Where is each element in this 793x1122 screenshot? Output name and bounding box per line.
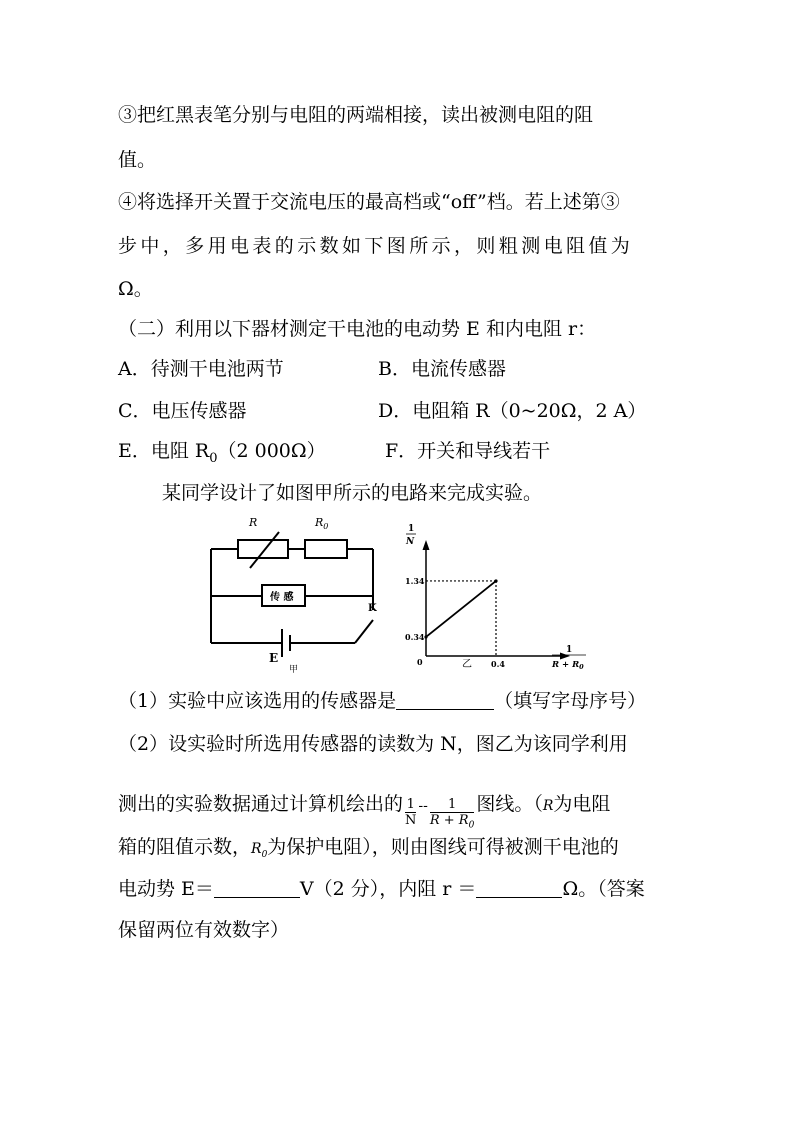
rheostat-r xyxy=(238,540,288,558)
question-1-hint: （填写字母序号） xyxy=(494,690,647,712)
question-1 xyxy=(118,688,646,714)
graph-x-label-num: 1 xyxy=(566,645,573,655)
equipment-f: F．开关和导线若干 xyxy=(385,440,551,462)
answer-blank-resistance[interactable] xyxy=(476,877,562,898)
design-sentence: 某同学设计了如图甲所示的电路来完成实验。 xyxy=(162,482,543,504)
circuit-label-r0: $R_0$ xyxy=(315,516,329,531)
graph-y-arrow xyxy=(423,540,430,550)
switch-k xyxy=(355,620,373,643)
circuit-label-k: K xyxy=(368,603,377,614)
question-2-line1: （2）设实验时所选用传感器的读数为 N，图乙为该同学利用 xyxy=(118,733,628,755)
answer-blank-emf[interactable] xyxy=(214,877,300,898)
symbol-r: R xyxy=(542,798,554,814)
fraction-1-over-r-r0 xyxy=(430,797,474,834)
equipment-e-suffix: （2 000Ω） xyxy=(217,440,326,462)
rheostat-arrow xyxy=(250,532,279,568)
fraction-2-denominator: $R + R_0$ xyxy=(430,812,474,834)
equipment-d: D．电阻箱 R（0~20Ω，2 A） xyxy=(378,400,647,422)
graph-point-start xyxy=(424,635,427,638)
question-1-text: （1）实验中应该选用的传感器是 xyxy=(118,690,397,712)
graph-origin-label: 0 xyxy=(417,657,423,667)
equipment-e-subscript: 0 xyxy=(209,450,218,466)
step4-line1: ④将选择开关置于交流电压的最高档或“off”档。若上述第③ xyxy=(118,191,620,213)
graph-tick-y-low: 0.34 xyxy=(405,631,425,642)
graph-y-label-den: N xyxy=(406,537,415,547)
fraction-1-over-n xyxy=(405,797,416,828)
fraction-1-numerator: 1 xyxy=(406,797,415,812)
equipment-e-prefix: E．电阻 R xyxy=(118,440,210,462)
graph-y-label-num: 1 xyxy=(408,524,415,534)
graph-x-label-den: $R + R_0$ xyxy=(552,660,584,671)
question-2-line5: 保留两位有效数字） xyxy=(118,919,290,941)
circuit-label-e: E xyxy=(269,651,279,665)
circuit-label-r: R xyxy=(249,516,258,529)
fraction-2-numerator: 1 xyxy=(447,797,457,812)
graph-yi xyxy=(400,522,595,677)
question-2-line4-end: Ω。（答案 xyxy=(562,878,645,900)
question-2-line2-text: 测出的实验数据通过计算机绘出的 xyxy=(118,793,404,815)
circuit-diagram xyxy=(205,512,390,677)
graph-label-yi: 乙 xyxy=(462,659,472,670)
emf-label: 电动势 E＝ xyxy=(118,878,214,900)
question-2-line2-after: 图线。（ xyxy=(476,793,543,815)
question-2-line3 xyxy=(118,834,619,868)
question-2-line3-text: 箱的阻值示数， xyxy=(118,836,252,858)
step4-line2: 步中，多用电表的示数如下图所示，则粗测电阻值为 xyxy=(118,235,634,257)
resistor-r0 xyxy=(305,540,347,558)
answer-blank-sensor[interactable] xyxy=(396,689,494,710)
equipment-c: C．电压传感器 xyxy=(118,400,247,422)
part2-intro: （二）利用以下器材测定干电池的电动势 E 和内电阻 r： xyxy=(118,318,597,340)
question-2-line3-after: 为保护电阻），则由图线可得被测干电池的 xyxy=(267,836,619,858)
graph-point-end xyxy=(494,579,497,582)
equipment-b: B．电流传感器 xyxy=(378,358,506,380)
equipment-e xyxy=(118,438,326,472)
resistance-label: V（2 分），内阻 r ＝ xyxy=(299,878,477,900)
graph-data-line xyxy=(426,581,496,637)
question-2-line2 xyxy=(118,791,610,834)
question-2-line4 xyxy=(118,876,645,902)
sensor-label: 传 感 xyxy=(270,592,294,603)
circuit-label-jia: 甲 xyxy=(289,665,299,675)
equipment-a: A．待测干电池两节 xyxy=(118,358,284,380)
fraction-1-denominator: N xyxy=(405,813,417,828)
step3-line2: 值。 xyxy=(118,149,157,171)
graph-tick-y-high: 1.34 xyxy=(405,575,425,586)
step4-line3: Ω。 xyxy=(118,278,153,300)
graph-tick-x: 0.4 xyxy=(491,659,505,669)
fraction-dash: -- xyxy=(418,798,428,814)
symbol-r0: $R_0$ xyxy=(251,841,268,860)
question-2-line2-end: 为电阻 xyxy=(553,793,611,815)
step3-line1: ③把红黑表笔分别与电阻的两端相接，读出被测电阻的阻 xyxy=(118,104,594,126)
